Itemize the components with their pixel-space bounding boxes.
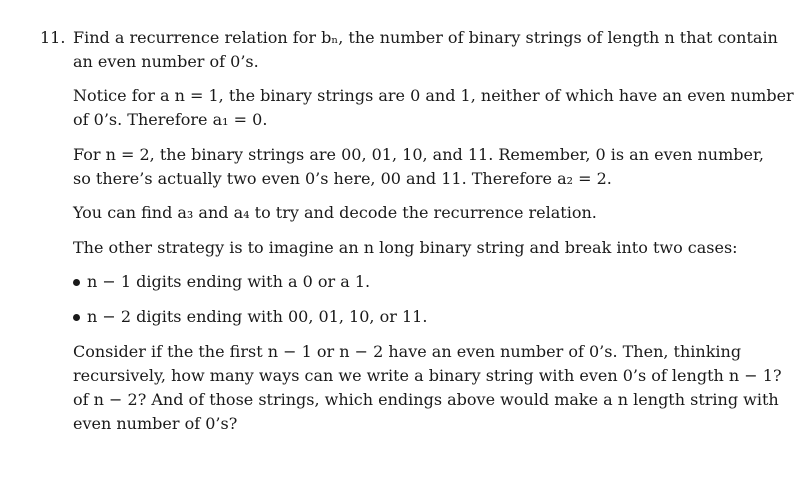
bullet-text-2: n − 2 digits ending with 00, 01, 10, or 11. [87,307,428,326]
hint-paragraph-2 [73,143,764,191]
hint5-line-2: recursively, how many ways can we write a binary string with even 0’s of length n − 1? [73,366,782,385]
hint1-line-1: Notice for a n = 1, the binary strings are 0 and 1, neither of which have an even number [73,86,794,105]
hint-paragraph-3 [73,201,753,225]
hint2-line-1: For n = 2, the binary strings are 00, 01, 10, and 11. Remember, 0 is an even number, [73,145,764,164]
problem-number: 11. [40,28,66,47]
hint4-line: The other strategy is to imagine an n long binary string and break into two cases: [73,238,738,257]
hint1-line-2: of 0’s. Therefore a₁ = 0. [73,110,268,129]
bullet-icon [73,305,87,329]
bullet-text-1: n − 1 digits ending with a 0 or a 1. [87,272,371,291]
bullet-item-2 [73,305,753,329]
bullet-icon [73,270,87,294]
hint5-line-4: even number of 0’s? [73,414,238,433]
hint-paragraph-5 [73,340,782,436]
bullet-item-1 [73,270,753,294]
hint5-line-1: Consider if the the first n − 1 or n − 2 have an even number of 0’s. Then, thinking [73,342,742,361]
hint-paragraph-4 [73,236,753,260]
hint-paragraph-1 [73,84,794,132]
question-line-1: Find a recurrence relation for bₙ, the number of binary strings of length n that contain [73,28,778,47]
hint5-line-3: of n − 2? And of those strings, which endings above would make a n length string with [73,390,779,409]
question-line-2: an even number of 0’s. [73,52,259,71]
hint3-line: You can find a₃ and a₄ to try and decode the recurrence relation. [73,203,597,222]
problem-question [73,26,778,74]
hint2-line-2: so there’s actually two even 0’s here, 00 and 11. Therefore a₂ = 2. [73,169,612,188]
